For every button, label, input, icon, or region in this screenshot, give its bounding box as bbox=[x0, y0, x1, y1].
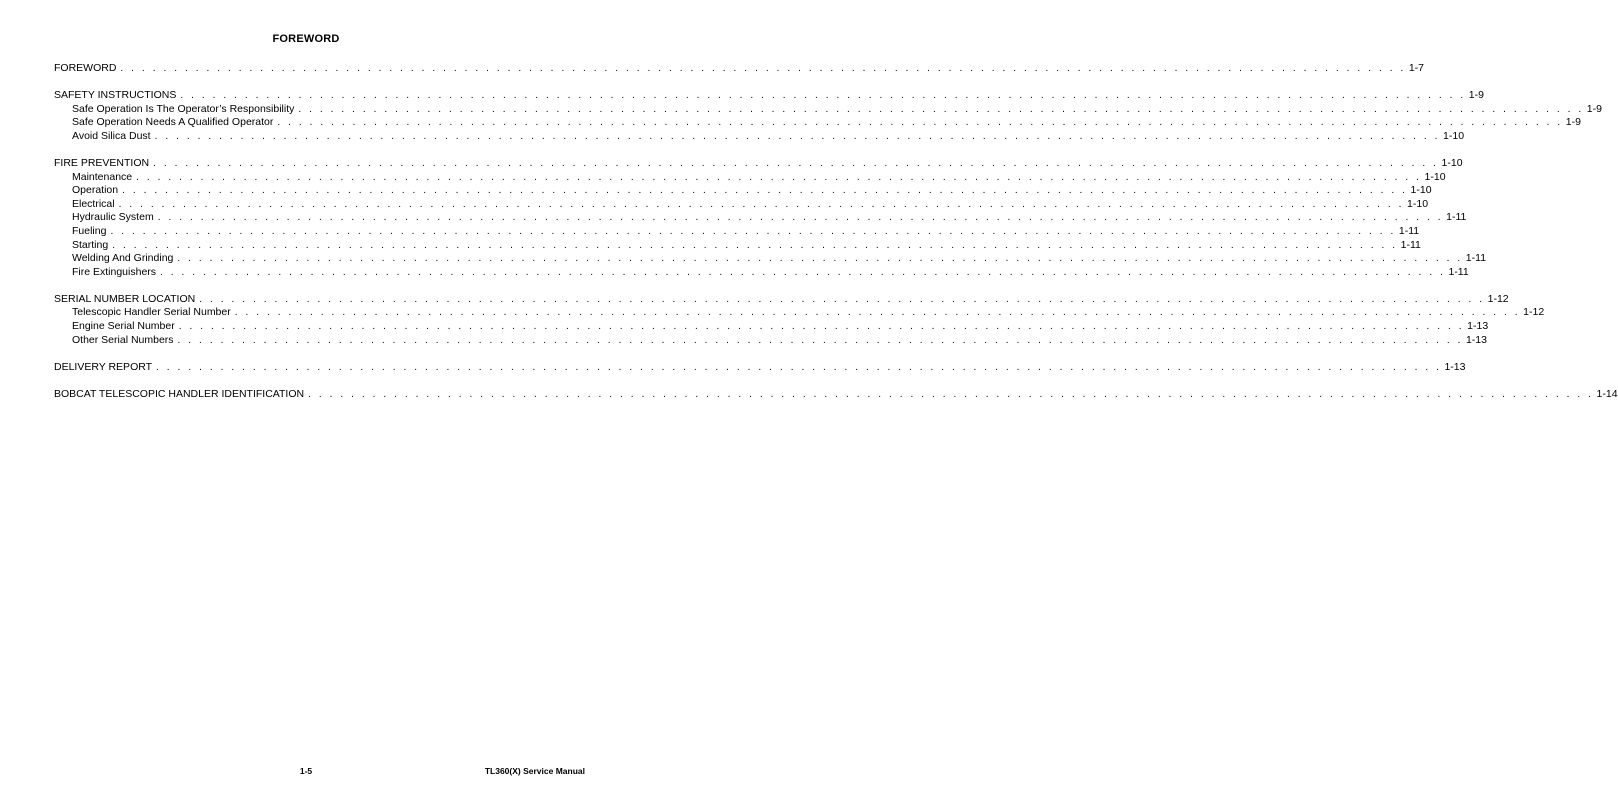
toc-subentry[interactable] bbox=[54, 224, 1420, 239]
toc-dot-leader: . . . . . . . . . . . . . . . . . . . . . . . . . . . . . . . . . . . . . . . . . . . . . . . . . . . . . . . . . . . . . . . . . . . . . . . . . . . . . . . . . . . . . . . . . . . . . . . . . . . . . . . . . . . . . . . . . . . . . . . . bbox=[234, 307, 1521, 319]
toc-section bbox=[54, 387, 1618, 402]
toc-dot-leader: . . . . . . . . . . . . . . . . . . . . . . . . . . . . . . . . . . . . . . . . . . . . . . . . . . . . . . . . . . . . . . . . . . . . . . . . . . . . . . . . . . . . . . . . . . . . . . . . . . . . . . . . . . . . . . . . . . . . . . . . bbox=[156, 361, 1442, 373]
toc-subentry[interactable] bbox=[54, 238, 1421, 253]
toc-page-number: 1-10 bbox=[1441, 156, 1463, 169]
toc-entry-title: Operation bbox=[72, 184, 119, 197]
toc-section bbox=[54, 62, 1425, 76]
toc-page-number: 1-9 bbox=[1565, 116, 1581, 129]
toc-subentry[interactable] bbox=[54, 252, 1487, 266]
toc-page-number: 1-11 bbox=[1446, 211, 1467, 224]
toc-dot-leader: . . . . . . . . . . . . . . . . . . . . . . . . . . . . . . . . . . . . . . . . . . . . . . . . . . . . . . . . . . . . . . . . . . . . . . . . . . . . . . . . . . . . . . . . . . . . . . . . . . . . . . . . . . . . . . . . . . . . . . . . bbox=[112, 239, 1398, 251]
toc-entry-title: Engine Serial Number bbox=[72, 320, 175, 332]
toc-entry[interactable] bbox=[54, 89, 1484, 103]
toc-page-number: 1-11 bbox=[1448, 265, 1469, 278]
toc-subentry[interactable] bbox=[54, 102, 1602, 117]
toc-entry-title: FOREWORD bbox=[54, 62, 117, 74]
toc-dot-leader: . . . . . . . . . . . . . . . . . . . . . . . . . . . . . . . . . . . . . . . . . . . . . . . . . . . . . . . . . . . . . . . . . . . . . . . . . . . . . . . . . . . . . . . . . . . . . . . . . . . . . . . . . . . . . . . . . . . . . . . . bbox=[153, 157, 1439, 169]
toc-entry[interactable] bbox=[54, 292, 1509, 307]
toc-dot-leader: . . . . . . . . . . . . . . . . . . . . . . . . . . . . . . . . . . . . . . . . . . . . . . . . . . . . . . . . . . . . . . . . . . . . . . . . . . . . . . . . . . . . . . . . . . . . . . . . . . . . . . . . . . . . . . . . . . . . . . . . bbox=[136, 171, 1422, 183]
toc-dot-leader: . . . . . . . . . . . . . . . . . . . . . . . . . . . . . . . . . . . . . . . . . . . . . . . . . . . . . . . . . . . . . . . . . . . . . . . . . . . . . . . . . . . . . . . . . . . . . . . . . . . . . . . . . . . . . . . . . . . . . . . . bbox=[177, 253, 1463, 265]
toc-section bbox=[54, 89, 1602, 143]
toc-subentry[interactable] bbox=[54, 211, 1467, 225]
toc-page-number: 1-9 bbox=[1586, 102, 1602, 115]
toc-subentry[interactable] bbox=[54, 265, 1469, 280]
toc-dot-leader: . . . . . . . . . . . . . . . . . . . . . . . . . . . . . . . . . . . . . . . . . . . . . . . . . . . . . . . . . . . . . . . . . . . . . . . . . . . . . . . . . . . . . . . . . . . . . . . . . . . . . . . . . . . . . . . . . . . . . . . . bbox=[160, 266, 1446, 278]
toc-subentry[interactable] bbox=[54, 197, 1429, 212]
toc-dot-leader: . . . . . . . . . . . . . . . . . . . . . . . . . . . . . . . . . . . . . . . . . . . . . . . . . . . . . . . . . . . . . . . . . . . . . . . . . . . . . . . . . . . . . . . . . . . . . . . . . . . . . . . . . . . . . . . . . . . . . . . . bbox=[180, 90, 1466, 102]
toc-dot-leader: . . . . . . . . . . . . . . . . . . . . . . . . . . . . . . . . . . . . . . . . . . . . . . . . . . . . . . . . . . . . . . . . . . . . . . . . . . . . . . . . . . . . . . . . . . . . . . . . . . . . . . . . . . . . . . . . . . . . . . . . bbox=[110, 225, 1396, 237]
toc-dot-leader: . . . . . . . . . . . . . . . . . . . . . . . . . . . . . . . . . . . . . . . . . . . . . . . . . . . . . . . . . . . . . . . . . . . . . . . . . . . . . . . . . . . . . . . . . . . . . . . . . . . . . . . . . . . . . . . . . . . . . . . . bbox=[178, 321, 1465, 332]
toc-page-number: 1-13 bbox=[1465, 333, 1487, 346]
toc-entry-title: Hydraulic System bbox=[72, 211, 154, 224]
toc-page-number: 1-11 bbox=[1465, 252, 1487, 265]
toc-dot-leader: . . . . . . . . . . . . . . . . . . . . . . . . . . . . . . . . . . . . . . . . . . . . . . . . . . . . . . . . . . . . . . . . . . . . . . . . . . . . . . . . . . . . . . . . . . . . . . . . . . . . . . . . . . . . . . . . . . . . . . . . bbox=[298, 103, 1584, 115]
toc-entry-title: Other Serial Numbers bbox=[72, 333, 174, 346]
toc-entry-title: SERIAL NUMBER LOCATION bbox=[54, 292, 196, 305]
toc-page-number: 1-7 bbox=[1408, 62, 1425, 74]
toc-subentry[interactable] bbox=[54, 116, 1581, 130]
toc-entry-title: Maintenance bbox=[72, 170, 133, 183]
toc-section bbox=[54, 156, 1487, 279]
toc-dot-leader: . . . . . . . . . . . . . . . . . . . . . . . . . . . . . . . . . . . . . . . . . . . . . . . . . . . . . . . . . . . . . . . . . . . . . . . . . . . . . . . . . . . . . . . . . . . . . . . . . . . . . . . . . . . . . . . . . . . . . . . . bbox=[120, 63, 1406, 74]
toc-entry-title: BOBCAT TELESCOPIC HANDLER IDENTIFICATION bbox=[54, 387, 305, 400]
toc-page-number: 1-10 bbox=[1443, 129, 1465, 142]
toc-subentry[interactable] bbox=[54, 170, 1446, 185]
toc-entry-title: DELIVERY REPORT bbox=[54, 360, 153, 373]
toc-entry-title: Safe Operation Needs A Qualified Operator bbox=[72, 116, 274, 129]
toc-entry-title: Starting bbox=[72, 238, 109, 251]
toc-page-number: 1-10 bbox=[1410, 184, 1432, 197]
toc-page-number: 1-11 bbox=[1398, 224, 1420, 237]
toc-dot-leader: . . . . . . . . . . . . . . . . . . . . . . . . . . . . . . . . . . . . . . . . . . . . . . . . . . . . . . . . . . . . . . . . . . . . . . . . . . . . . . . . . . . . . . . . . . . . . . . . . . . . . . . . . . . . . . . . . . . . . . . . bbox=[118, 198, 1405, 210]
toc-entry-title: Welding And Grinding bbox=[72, 252, 174, 265]
toc-page-number: 1-12 bbox=[1523, 306, 1545, 319]
toc-entry-title: Fire Extinguishers bbox=[72, 265, 157, 278]
toc-dot-leader: . . . . . . . . . . . . . . . . . . . . . . . . . . . . . . . . . . . . . . . . . . . . . . . . . . . . . . . . . . . . . . . . . . . . . . . . . . . . . . . . . . . . . . . . . . . . . . . . . . . . . . . . . . . . . . . . . . . . . . . . bbox=[154, 130, 1441, 142]
toc-dot-leader: . . . . . . . . . . . . . . . . . . . . . . . . . . . . . . . . . . . . . . . . . . . . . . . . . . . . . . . . . . . . . . . . . . . . . . . . . . . . . . . . . . . . . . . . . . . . . . . . . . . . . . . . . . . . . . . . . . . . . . . . bbox=[199, 293, 1485, 305]
toc-dot-leader: . . . . . . . . . . . . . . . . . . . . . . . . . . . . . . . . . . . . . . . . . . . . . . . . . . . . . . . . . . . . . . . . . . . . . . . . . . . . . . . . . . . . . . . . . . . . . . . . . . . . . . . . . . . . . . . . . . . . . . . . bbox=[157, 212, 1444, 224]
toc-section bbox=[54, 292, 1545, 347]
toc-page-number: 1-13 bbox=[1444, 360, 1466, 373]
toc-entry-title: Safe Operation Is The Operator’s Responsibility bbox=[72, 102, 295, 115]
toc-dot-leader: . . . . . . . . . . . . . . . . . . . . . . . . . . . . . . . . . . . . . . . . . . . . . . . . . . . . . . . . . . . . . . . . . . . . . . . . . . . . . . . . . . . . . . . . . . . . . . . . . . . . . . . . . . . . . . . . . . . . . . . . bbox=[177, 334, 1463, 346]
toc-subentry[interactable] bbox=[54, 129, 1465, 144]
toc-dot-leader: . . . . . . . . . . . . . . . . . . . . . . . . . . . . . . . . . . . . . . . . . . . . . . . . . . . . . . . . . . . . . . . . . . . . . . . . . . . . . . . . . . . . . . . . . . . . . . . . . . . . . . . . . . . . . . . . . . . . . . . . bbox=[277, 117, 1563, 129]
toc-page-number: 1-9 bbox=[1468, 89, 1484, 102]
footer-manual-name: TL360(X) Service Manual bbox=[484, 766, 585, 776]
toc-page-number: 1-14 bbox=[1596, 387, 1618, 400]
toc-subentry[interactable] bbox=[54, 306, 1545, 320]
toc-subentry[interactable] bbox=[54, 320, 1489, 334]
toc-page-number: 1-13 bbox=[1467, 320, 1489, 332]
page-title: FOREWORD bbox=[272, 33, 340, 45]
toc-entry-title: Fueling bbox=[72, 224, 107, 237]
toc-entry[interactable] bbox=[54, 387, 1618, 402]
toc-entry-title: Avoid Silica Dust bbox=[72, 129, 151, 142]
toc-dot-leader: . . . . . . . . . . . . . . . . . . . . . . . . . . . . . . . . . . . . . . . . . . . . . . . . . . . . . . . . . . . . . . . . . . . . . . . . . . . . . . . . . . . . . . . . . . . . . . . . . . . . . . . . . . . . . . . . . . . . . . . . bbox=[308, 388, 1594, 400]
toc-entry-title: SAFETY INSTRUCTIONS bbox=[54, 89, 177, 102]
toc-entry[interactable] bbox=[54, 360, 1466, 375]
toc-subentry[interactable] bbox=[54, 333, 1487, 348]
toc-page-number: 1-11 bbox=[1400, 238, 1421, 251]
toc-entry[interactable] bbox=[54, 156, 1463, 171]
toc-section bbox=[54, 360, 1466, 375]
toc-entry-title: Telescopic Handler Serial Number bbox=[72, 306, 231, 319]
toc-entry[interactable] bbox=[54, 62, 1425, 76]
table-of-contents bbox=[54, 62, 1618, 415]
toc-subentry[interactable] bbox=[54, 184, 1432, 198]
footer-page-number: 1-5 bbox=[299, 766, 313, 776]
toc-page-number: 1-12 bbox=[1487, 292, 1509, 305]
toc-dot-leader: . . . . . . . . . . . . . . . . . . . . . . . . . . . . . . . . . . . . . . . . . . . . . . . . . . . . . . . . . . . . . . . . . . . . . . . . . . . . . . . . . . . . . . . . . . . . . . . . . . . . . . . . . . . . . . . . . . . . . . . . bbox=[122, 185, 1408, 197]
toc-page-number: 1-10 bbox=[1407, 197, 1429, 210]
toc-page-number: 1-10 bbox=[1424, 170, 1446, 183]
toc-entry-title: Electrical bbox=[72, 197, 115, 210]
toc-entry-title: FIRE PREVENTION bbox=[54, 156, 150, 169]
